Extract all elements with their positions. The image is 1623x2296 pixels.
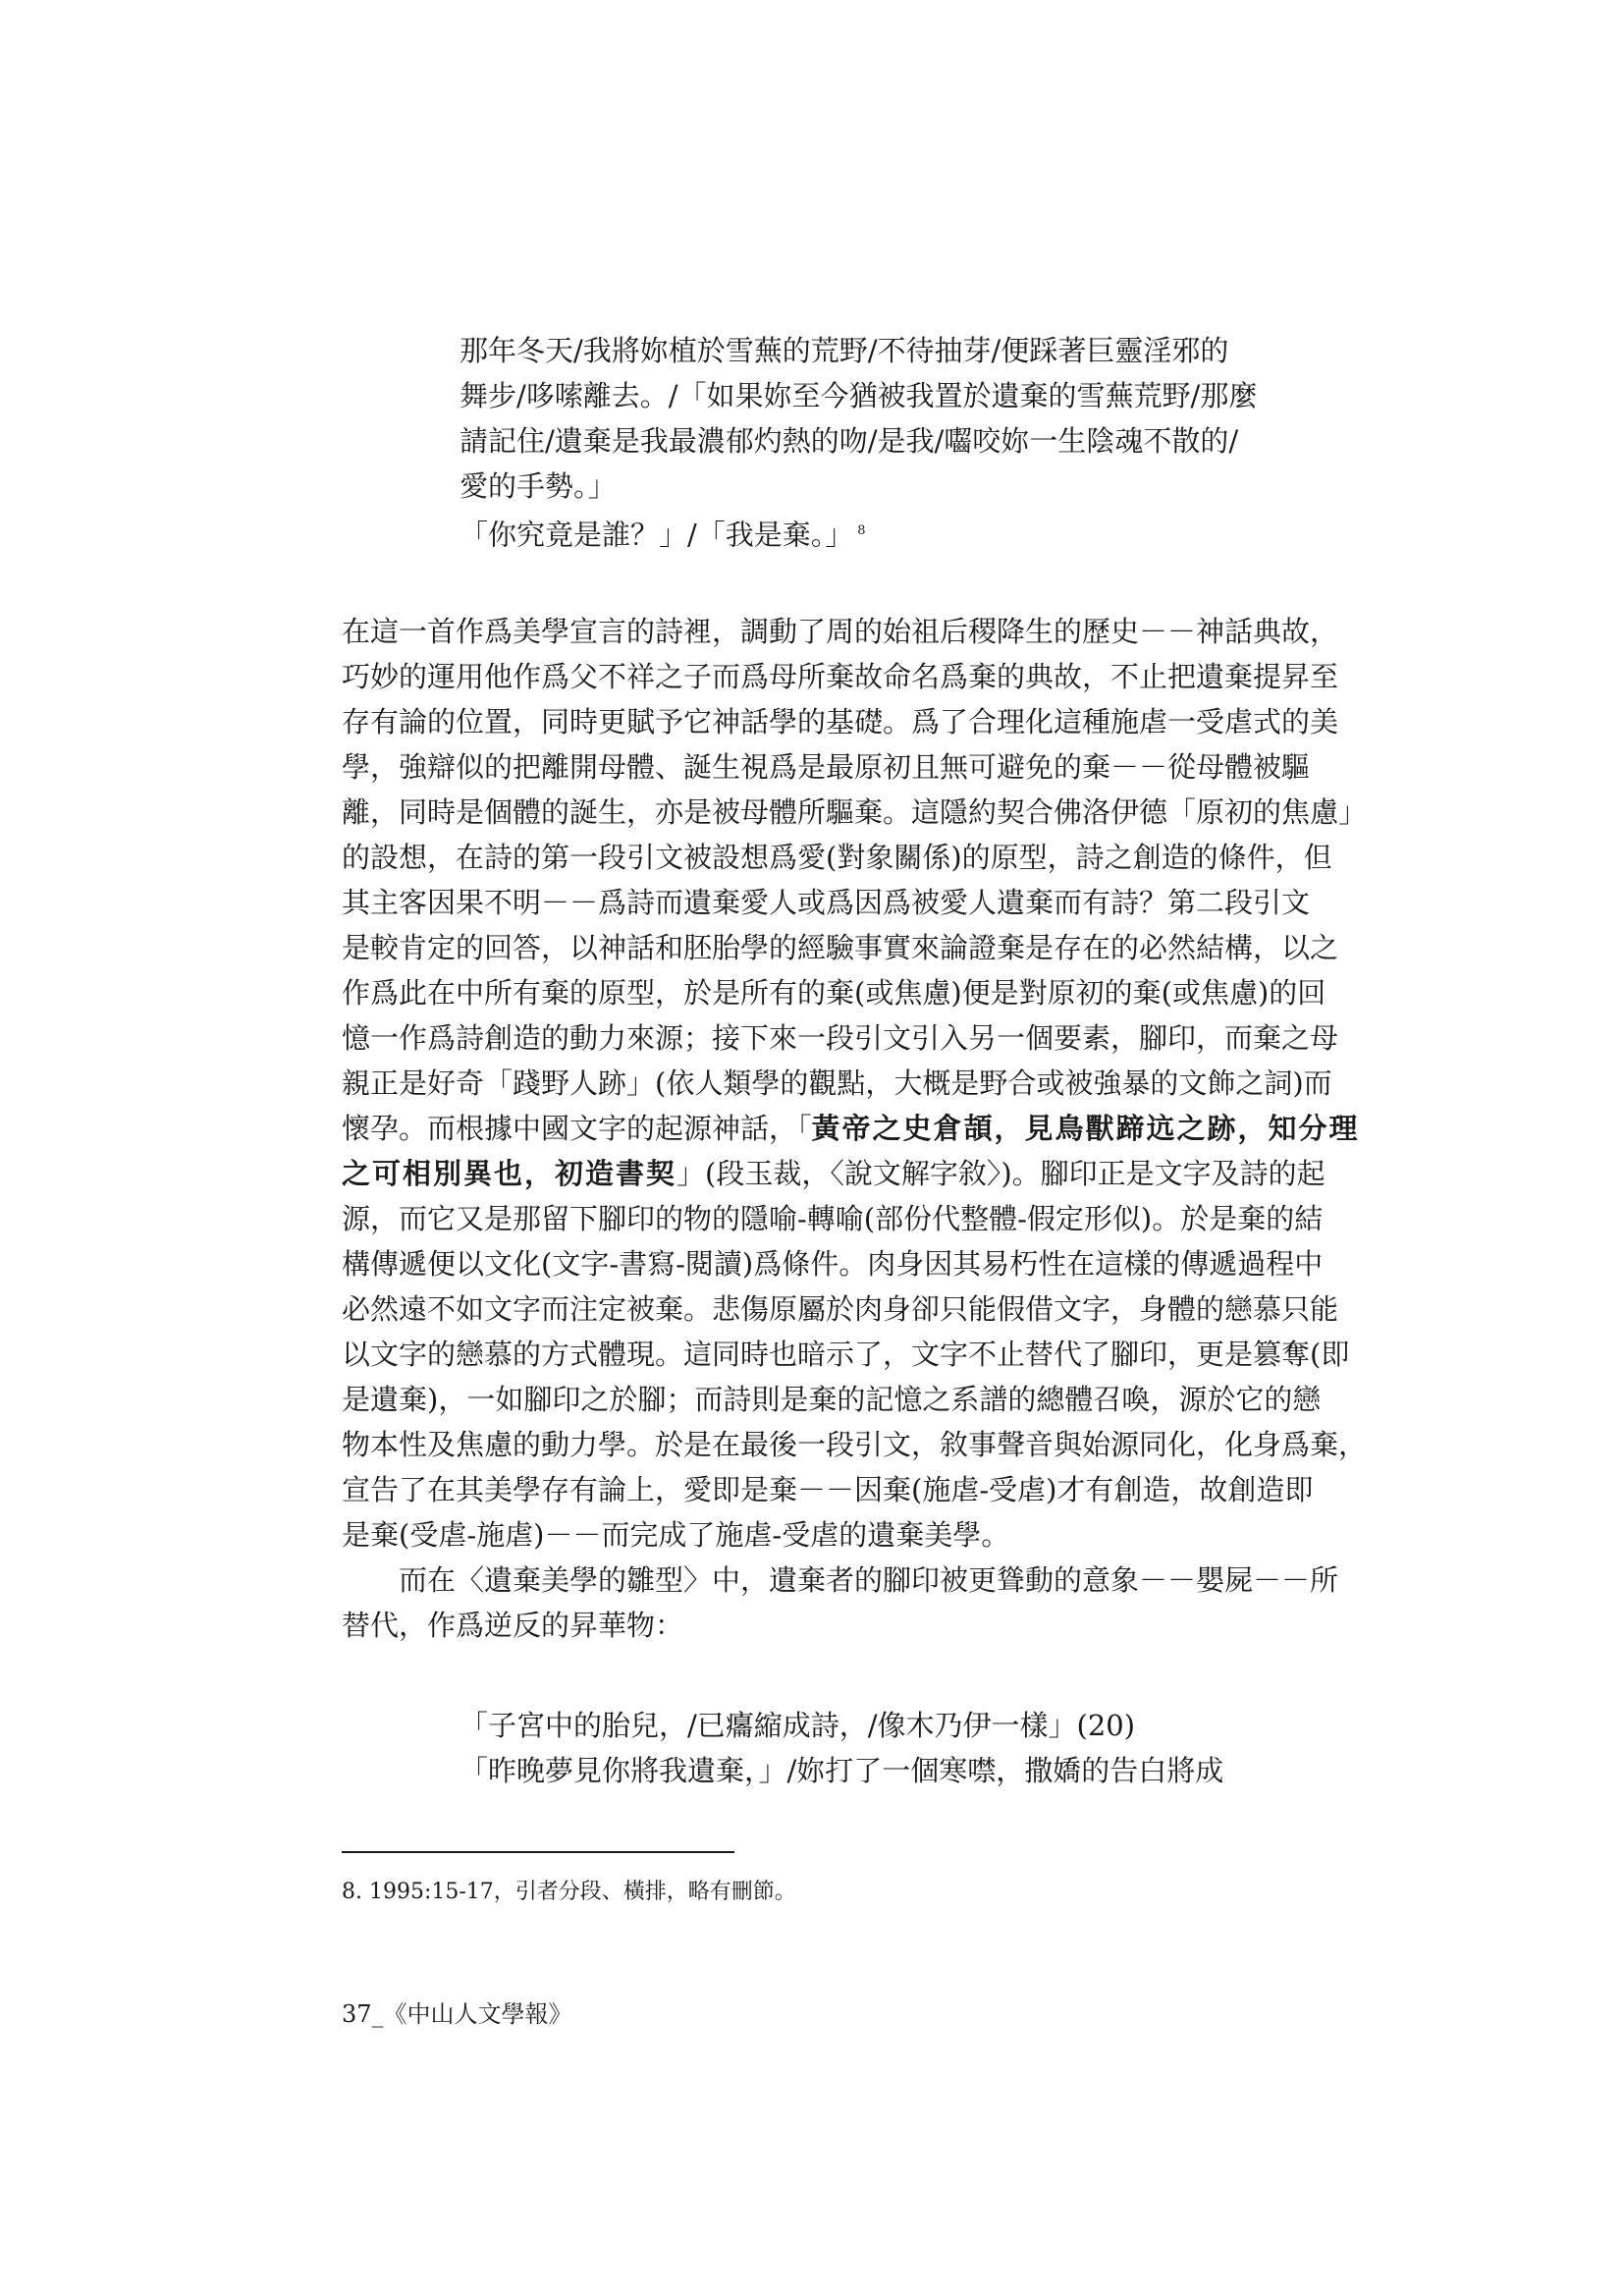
- footnote: 8. 1995:15-17，引者分段、橫排，略有刪節。: [342, 1880, 796, 1904]
- quote-text: 「你究竟是誰？」/「我是棄。」: [460, 518, 854, 552]
- classical-citation: 之可相別異也，初造書契: [342, 1157, 677, 1190]
- body-line: 是棄(受虐-施虐)－－而完成了施虐-受虐的遺棄美學。: [342, 1518, 1010, 1552]
- quote-line: 愛的手勢。」: [460, 469, 617, 503]
- body-line: 必然遠不如文字而注定被棄。悲傷原屬於肉身卻只能假借文字，身體的戀慕只能: [342, 1292, 1339, 1326]
- body-line: 替代，作爲逆反的昇華物：: [342, 1609, 684, 1642]
- body-line: 其主客因果不明－－爲詩而遺棄愛人或爲因爲被愛人遺棄而有詩？第二段引文: [342, 886, 1311, 919]
- body-line-citation-start: [342, 1109, 1360, 1148]
- quote-line: 請記住/遺棄是我最濃郁灼熱的吻/是我/囓咬妳一生陰魂不散的/: [460, 424, 1239, 458]
- footnote-marker[interactable]: 8: [857, 523, 866, 538]
- body-line-citation-end: [342, 1154, 1325, 1193]
- body-line: 而在〈遺棄美學的雛型〉中，遺棄者的腳印被更聳動的意象－－嬰屍－－所: [342, 1563, 1339, 1597]
- body-line: 物本性及焦慮的動力學。於是在最後一段引文，敘事聲音與始源同化，化身爲棄，: [342, 1428, 1368, 1461]
- quote-line: 「昨晚夢見你將我遺棄，」/妳打了一個寒噤，撒嬌的告白將成: [460, 1754, 1224, 1787]
- body-line: 在這一首作爲美學宣言的詩裡，調動了周的始祖后稷降生的歷史－－神話典故，: [342, 615, 1339, 648]
- page-footer: 37_《中山人文學報》: [342, 2000, 572, 2028]
- body-line: 巧妙的運用他作爲父不祥之子而爲母所棄故命名爲棄的典故，不止把遺棄提昇至: [342, 660, 1339, 693]
- classical-citation: 黃帝之史倉頡，見鳥獸蹄迒之跡，知分理: [811, 1112, 1360, 1145]
- body-line: 作爲此在中所有棄的原型，於是所有的棄(或焦慮)便是對原初的棄(或焦慮)的回: [342, 976, 1326, 1010]
- footnote-separator: [342, 1851, 734, 1853]
- quote-line: 「子宮中的胎兒，/已癟縮成詩，/像木乃伊一樣」(20): [460, 1709, 1136, 1742]
- body-line: 是遺棄)，一如腳印之於腳；而詩則是棄的記憶之系譜的總體召喚，源於它的戀: [342, 1383, 1322, 1416]
- body-line: 存有論的位置，同時更賦予它神話學的基礎。爲了合理化這種施虐一受虐式的美: [342, 705, 1339, 738]
- body-line: 學，強辯似的把離開母體、誕生視爲是最原初且無可避免的棄－－從母體被驅: [342, 750, 1311, 784]
- body-line: 宣告了在其美學存有論上，愛即是棄－－因棄(施虐-受虐)才有創造，故創造即: [342, 1473, 1314, 1506]
- body-line: 親正是好奇「踐野人跡」(依人類學的觀點，大概是野合或被強暴的文飾之詞)而: [342, 1066, 1332, 1100]
- quote-line: 那年冬天/我將妳植於雪蕪的荒野/不待抽芽/便踩著巨靈淫邪的: [460, 334, 1229, 367]
- body-text-segment: 」(段玉裁，〈說文解字敘〉)。腳印正是文字及詩的起: [676, 1157, 1325, 1190]
- body-text-segment: 懷孕。而根據中國文字的起源神話，「: [342, 1112, 812, 1145]
- body-line: 構傳遞便以文化(文字-書寫-閱讀)爲條件。肉身因其易朽性在這樣的傳遞過程中: [342, 1247, 1324, 1281]
- body-line: 憶一作爲詩創造的動力來源；接下來一段引文引入另一個要素，腳印，而棄之母: [342, 1021, 1339, 1055]
- body-line: 以文字的戀慕的方式體現。這同時也暗示了，文字不止替代了腳印，更是篡奪(即: [342, 1338, 1350, 1371]
- body-line: 是較肯定的回答，以神話和胚胎學的經驗事實來論證棄是存在的必然結構，以之: [342, 931, 1339, 964]
- body-line: 的設想，在詩的第一段引文被設想爲愛(對象關係)的原型，詩之創造的條件，但: [342, 841, 1332, 874]
- quote-line: 舞步/哆嗦離去。/「如果妳至今猶被我置於遺棄的雪蕪荒野/那麼: [460, 379, 1258, 412]
- quote-line-last: [460, 512, 866, 555]
- body-line: 源，而它又是那留下腳印的物的隱喻-轉喻(部份代整體-假定形似)。於是棄的結: [342, 1202, 1324, 1235]
- body-line: 離，同時是個體的誕生，亦是被母體所驅棄。這隱約契合佛洛伊德「原初的焦慮」: [342, 795, 1368, 829]
